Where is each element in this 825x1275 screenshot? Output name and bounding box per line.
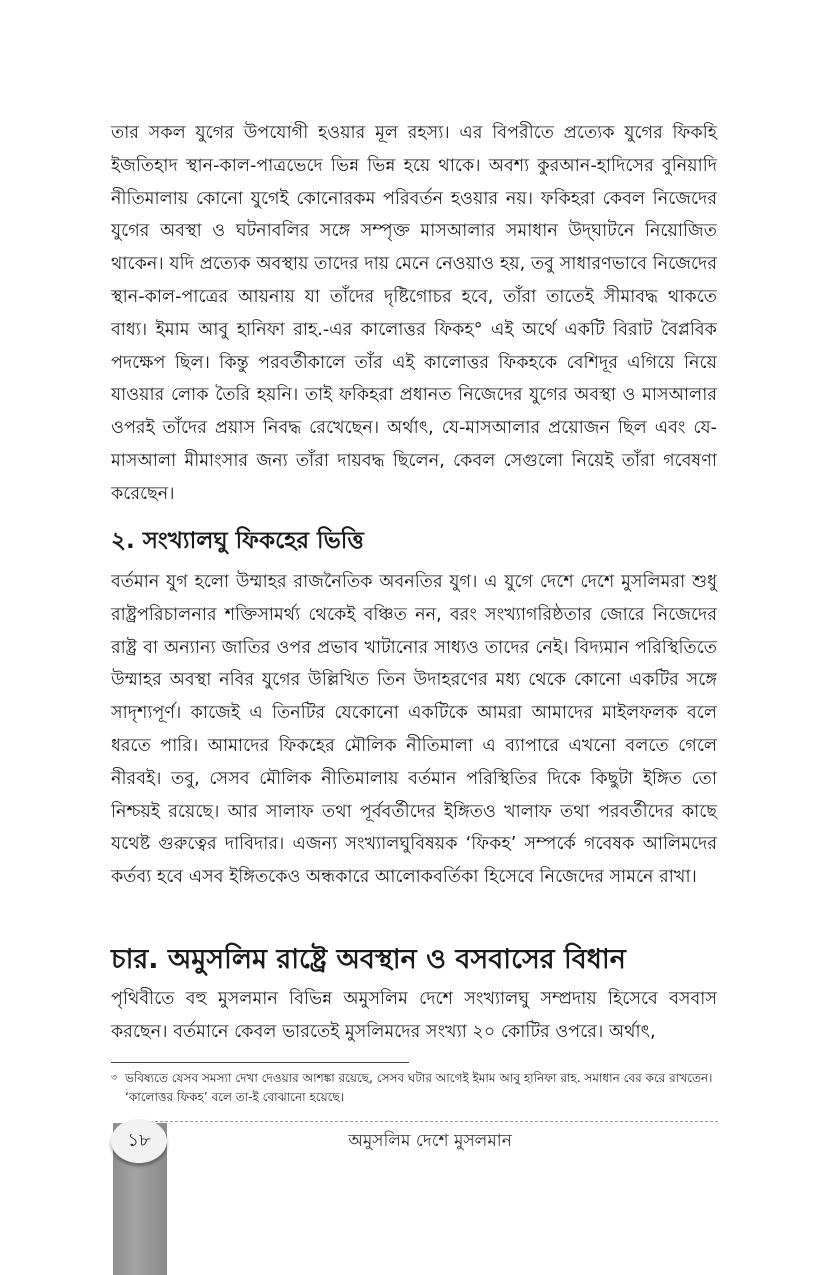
chapter-heading: চার. অমুসলিম রাষ্ট্রে অবস্থান ও বসবাসের বিধান	[111, 944, 626, 975]
footnote-divider	[111, 1062, 409, 1063]
footnote-text: ভবিষ্যতে যেসব সমস্যা দেখা দেওয়ার আশঙ্কা রয়েছে, সেসব ঘটার আগেই ইমাম আবু হানিফা রাহ. সমাধান বের করে রাখতেন। ‘কালোত্তর ফিকহ’ বলে তা-ই বোঝানো হয়েছে।	[125, 1071, 713, 1104]
page-number-badge	[111, 1119, 167, 1163]
running-title: অমুসলিম দেশে মুসলমান	[348, 1131, 512, 1151]
page-number: ১৮	[127, 1129, 151, 1151]
footnote	[111, 1069, 717, 1107]
body-paragraph: বর্তমান যুগ হলো উম্মাহর রাজনৈতিক অবনতির যুগ। এ যুগে দেশে দেশে মুসলিমরা শুধু রাষ্ট্রপরিচালনার শক্তিসামর্থ্য থেকেই বঞ্চিত নন, বরং সংখ্যাগরিষ্ঠতার জোরে নিজেদের রাষ্ট্র বা অন্যান্য জাতির ওপর প্রভাব খাটানোর সাধ্যও তাদের নেই। বিদ্যমান পরিস্থিতিতে উম্মাহর অবস্থা নবির যুগের উল্লিখিত তিন উদাহরণের মধ্য থেকে কোনো একটির সঙ্গে সাদৃশ্যপূর্ণ। কাজেই এ তিনটির যেকোনো একটিকে আমরা আমাদের মাইলফলক বলে ধরতে পারি। আমাদের ফিকহের মৌলিক নীতিমালা এ ব্যাপারে এখনো বলতে গেলে নীরবই। তবু, সেসব মৌলিক নীতিমালায় বর্তমান পরিস্থিতির দিকে কিছুটা ইঙ্গিত তো নিশ্চয়ই রয়েছে। আর সালাফ তথা পূর্ববর্তীদের ইঙ্গিতও খালাফ তথা পরবর্তীদের কাছে যথেষ্ট গুরুত্বের দাবিদার। এজন্য সংখ্যালঘুবিষয়ক ‘ফিকহ’ সম্পর্কে গবেষক আলিমদের কর্তব্য হবে এসব ইঙ্গিতকেও অন্ধকারে আলোকবর্তিকা হিসেবে নিজেদের সামনে রাখা।	[111, 572, 717, 888]
footer-dashed-rule	[150, 1121, 718, 1122]
section-heading: ২. সংখ্যালঘু ফিকহের ভিত্তি	[111, 528, 364, 554]
body-paragraph: তার সকল যুগের উপযোগী হওয়ার মূল রহস্য। এর বিপরীতে প্রত্যেক যুগের ফিকহি ইজতিহাদ স্থান-কাল-পাত্রভেদে ভিন্ন ভিন্ন হয়ে থাকে। অবশ্য কুরআন-হাদিসের বুনিয়াদি নীতিমালায় কোনো যুগেই কোনোরকম পরিবর্তন হওয়ার নয়। ফকিহরা কেবল নিজেদের যুগের অবস্থা ও ঘটনাবলির সঙ্গে সম্পৃক্ত মাসআলার সমাধান উদ্‌ঘাটনে নিয়োজিত থাকেন। যদি প্রত্যেক অবস্থায় তাদের দায় মেনে নেওয়াও হয়, তবু সাধারণভাবে নিজেদের স্থান-কাল-পাত্রের আয়নায় যা তাঁদের দৃষ্টিগোচর হবে, তাঁরা তাতেই সীমাবদ্ধ থাকতে বাধ্য। ইমাম আবু হানিফা রাহ.-এর কালোত্তর ফিকহ° এই অর্থে একটি বিরাট বৈপ্লবিক পদক্ষেপ ছিল। কিন্তু পরবর্তীকালে তাঁর এই কালোত্তর ফিকহকে বেশিদূর এগিয়ে নিয়ে যাওয়ার লোক তৈরি হয়নি। তাই ফকিহরা প্রধানত নিজেদের যুগের অবস্থা ও মাসআলার ওপরই তাঁদের প্রয়াস নিবদ্ধ রেখেছেন। অর্থাৎ, যে-মাসআলার প্রয়োজন ছিল এবং যে-মাসআলা মীমাংসার জন্য তাঁরা দায়বদ্ধ ছিলেন, কেবল সেগুলো নিয়েই তাঁরা গবেষণা করেছেন।	[111, 123, 717, 504]
body-paragraph: পৃথিবীতে বহু মুসলমান বিভিন্ন অমুসলিম দেশে সংখ্যালঘু সম্প্রদায় হিসেবে বসবাস করছেন। বর্তমানে কেবল ভারতেই মুসলিমদের সংখ্যা ২০ কোটির ওপরে। অর্থাৎ,	[111, 989, 717, 1042]
footnote-marker: ৩	[111, 1073, 117, 1083]
